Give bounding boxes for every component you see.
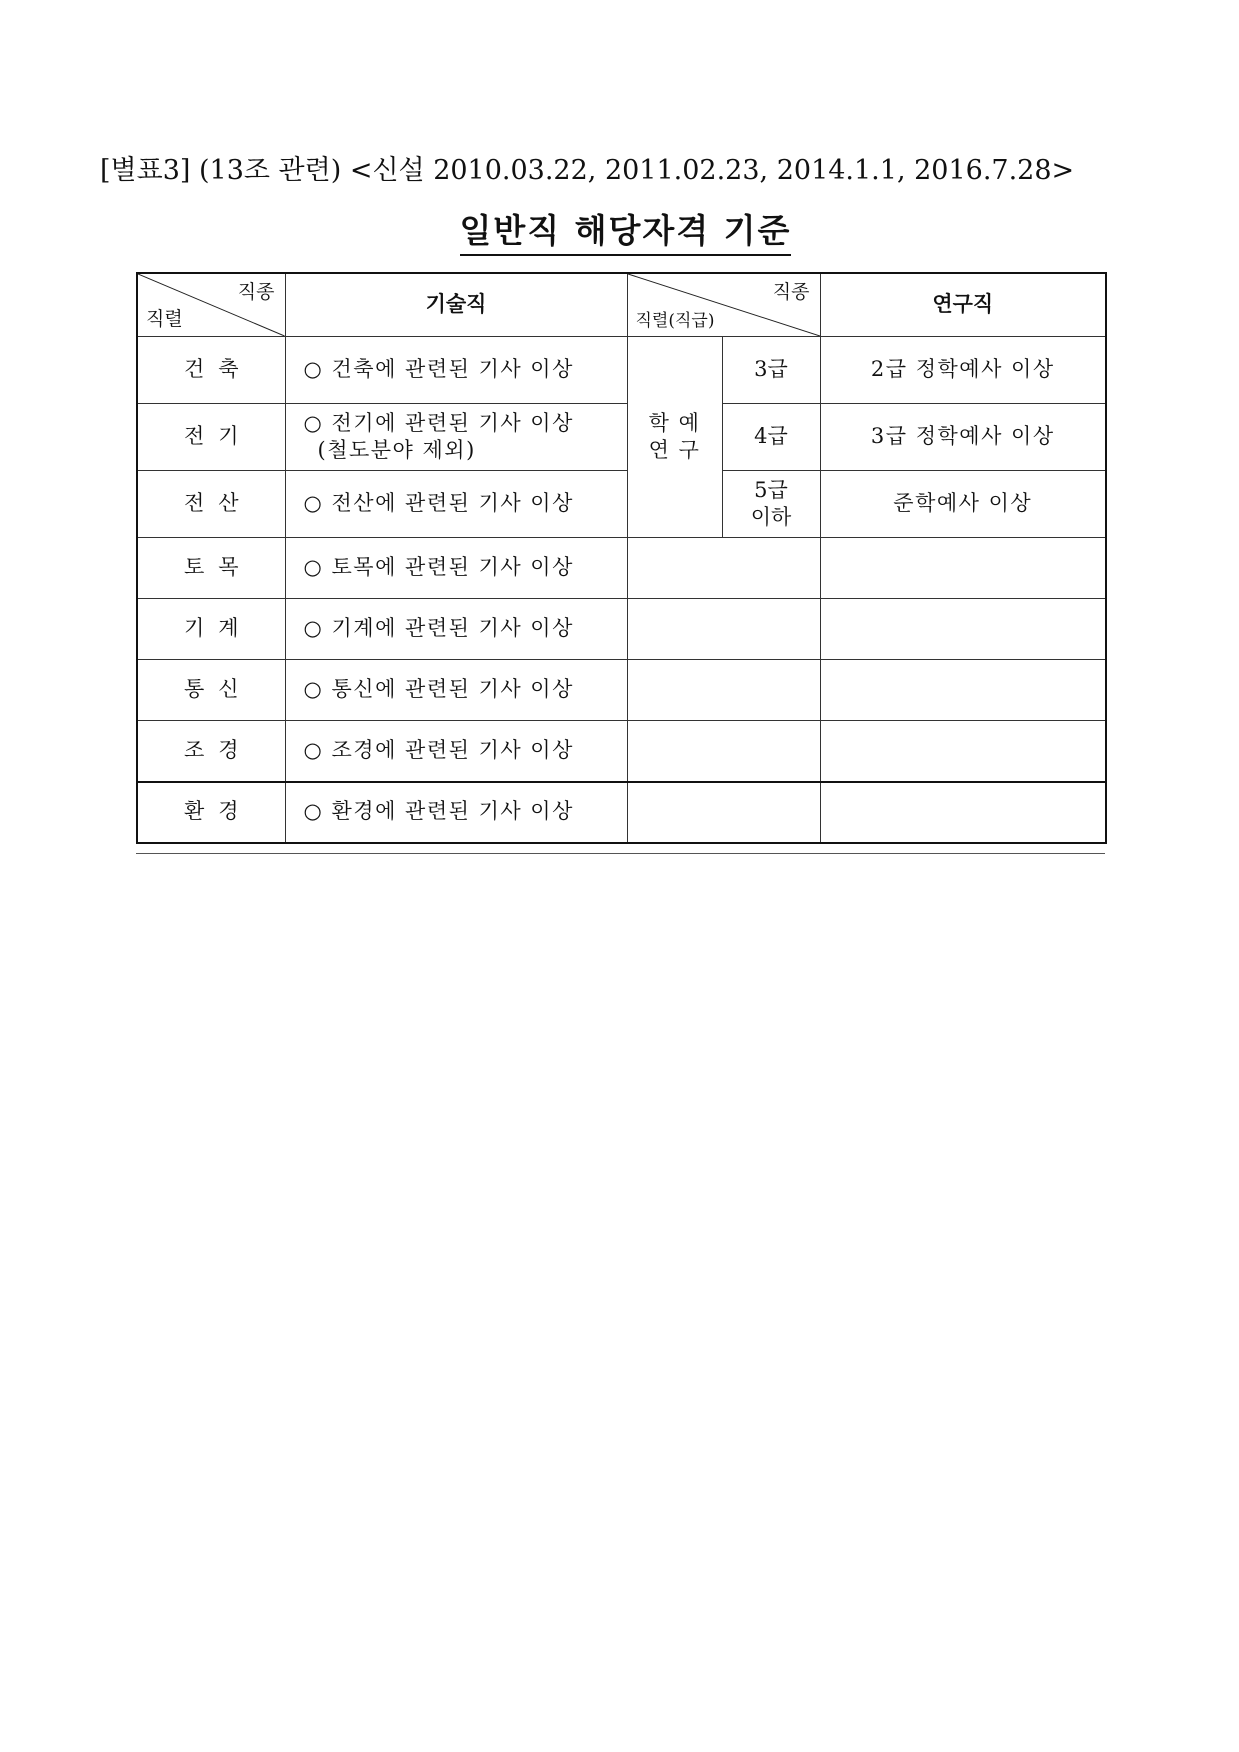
grade-cell: 3급 [722, 337, 820, 404]
grade-requirement-cell: 3급 정학예사 이상 [820, 404, 1106, 471]
empty-cell [627, 538, 820, 599]
bottom-rule [136, 853, 1105, 854]
document-title: 일반직 해당자격 기준 [460, 205, 792, 256]
requirement-cell [285, 404, 627, 471]
requirement-cell: ○ 전산에 관련된 기사 이상 [285, 471, 627, 538]
grade-cell [722, 471, 820, 538]
table-row [137, 721, 1106, 782]
series-cell: 통신 [137, 660, 285, 721]
empty-cell [627, 660, 820, 721]
reference-line: [별표3] (13조 관련) <신설 2010.03.22, 2011.02.23, 2014.1.1, 2016.7.28> [100, 155, 1075, 186]
table-row [137, 782, 1106, 843]
table-row [137, 471, 1106, 538]
table-row [137, 337, 1106, 404]
empty-cell [627, 599, 820, 660]
empty-cell [627, 721, 820, 782]
table-row [137, 404, 1106, 471]
left-diagonal-header [137, 273, 285, 337]
series-cell: 건축 [137, 337, 285, 404]
diag-top-label: 직종 [237, 281, 275, 303]
series-cell: 토목 [137, 538, 285, 599]
requirement-cell: ○ 기계에 관련된 기사 이상 [285, 599, 627, 660]
grade-line2: 이하 [750, 505, 792, 529]
requirement-cell: ○ 토목에 관련된 기사 이상 [285, 538, 627, 599]
grade-requirement-cell: 2급 정학예사 이상 [820, 337, 1106, 404]
empty-cell [820, 538, 1106, 599]
grade-line1: 5급 [754, 477, 788, 502]
series-cell: 기계 [137, 599, 285, 660]
diag-top-label: 직종 [772, 281, 810, 303]
right-diagonal-header [627, 273, 820, 337]
grade-requirement-cell: 준학예사 이상 [820, 471, 1106, 538]
grade-cell: 4급 [722, 404, 820, 471]
empty-cell [820, 660, 1106, 721]
table-header-row [137, 273, 1106, 337]
requirement-cell: ○ 조경에 관련된 기사 이상 [285, 721, 627, 782]
requirement-cell: ○ 통신에 관련된 기사 이상 [285, 660, 627, 721]
column-header-technical: 기술직 [285, 273, 627, 337]
research-series-line1: 학 예 [648, 410, 701, 435]
requirement-cell: ○ 환경에 관련된 기사 이상 [285, 782, 627, 843]
table-row [137, 538, 1106, 599]
series-cell: 환경 [137, 782, 285, 843]
diag-bottom-label: 직렬(직급) [635, 310, 715, 331]
series-cell: 전산 [137, 471, 285, 538]
document-title-wrap [0, 205, 1239, 256]
research-series-line2: 연 구 [648, 438, 701, 462]
empty-cell [820, 599, 1106, 660]
research-series-cell [627, 337, 722, 538]
requirement-note: (철도분야 제외) [317, 438, 476, 462]
table-row [137, 660, 1106, 721]
table-row [137, 599, 1106, 660]
requirement-text: ○ 전기에 관련된 기사 이상 [303, 410, 574, 435]
series-cell: 전기 [137, 404, 285, 471]
empty-cell [627, 782, 820, 843]
qualification-table [136, 272, 1107, 844]
empty-cell [820, 782, 1106, 843]
requirement-cell: ○ 건축에 관련된 기사 이상 [285, 337, 627, 404]
series-cell: 조경 [137, 721, 285, 782]
column-header-research: 연구직 [820, 273, 1106, 337]
empty-cell [820, 721, 1106, 782]
diag-bottom-label: 직렬 [146, 308, 183, 331]
